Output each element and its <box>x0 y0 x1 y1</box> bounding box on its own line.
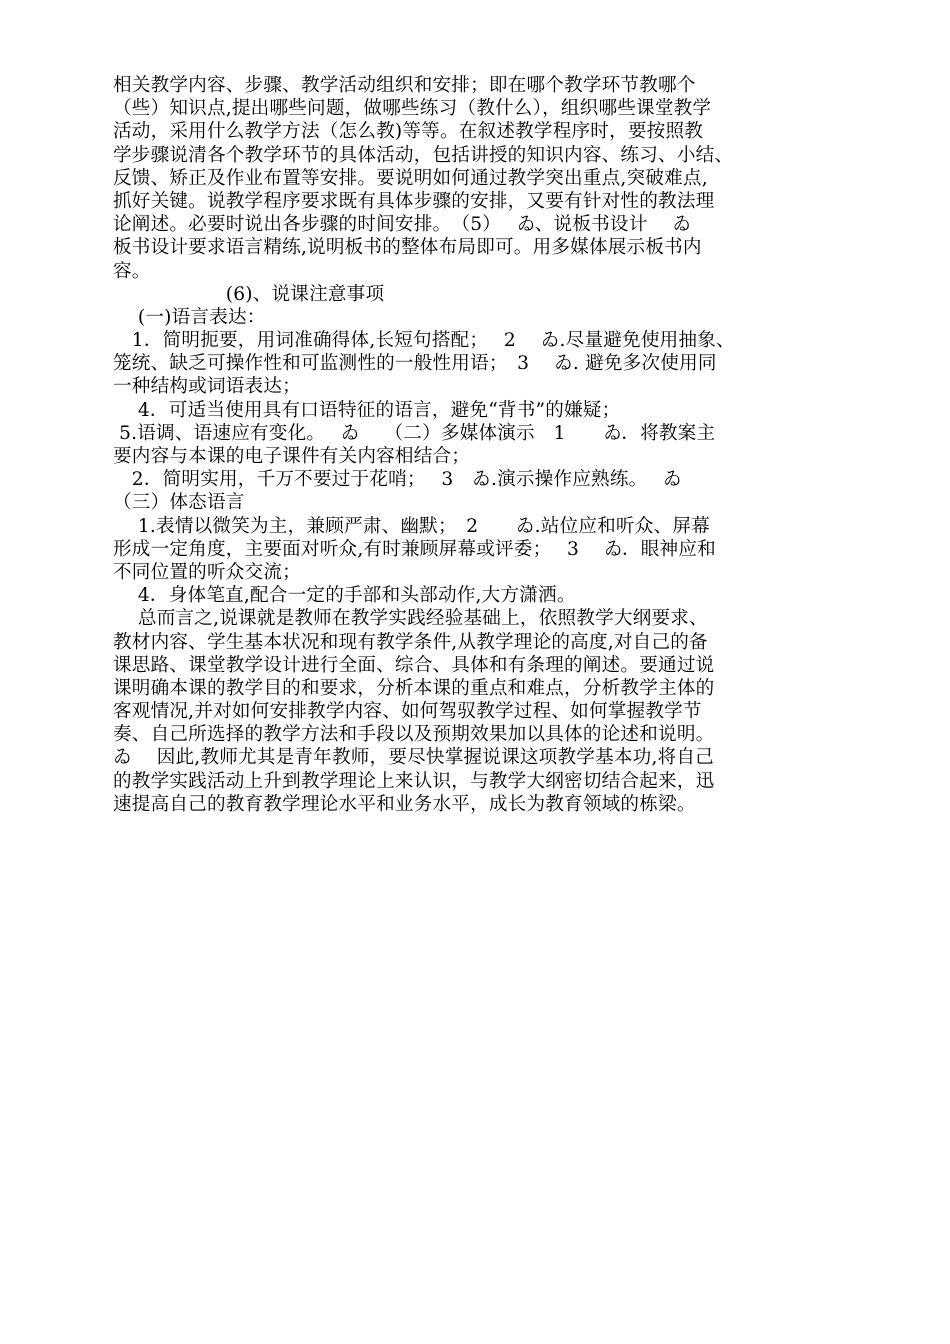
text-line: 不同位置的听众交流； <box>113 561 301 583</box>
text-line: 1.表情以微笑为主，兼顾严肃、幽默； 2 ゐ.站位应和听众、屏幕 <box>113 515 710 537</box>
text-line: 1．简明扼要，用词准确得体,长短句搭配； 2 ゐ.尽量避免使用抽象、 <box>113 330 735 352</box>
text-line: 4．身体笔直,配合一定的手部和头部动作,大方潇洒。 <box>113 585 576 607</box>
subsection-heading: (一)语言表达： <box>113 306 266 328</box>
text-line: 课明确本课的教学目的和要求，分析本课的重点和难点，分析教学主体的 <box>113 677 715 699</box>
text-line: 教材内容、学生基本状况和现有教学条件,从教学理论的高度,对自己的备 <box>113 631 708 653</box>
text-line: 速提高自己的教育教学理论水平和业务水平，成长为教育领域的栋梁。 <box>113 793 696 815</box>
text-line: 活动，采用什么教学方法（怎么教)等等。在叙述教学程序时，要按照教 <box>113 121 704 143</box>
section-heading: (6)、说课注意事项 <box>113 283 385 305</box>
text-line: 2．简明实用，千万不要过于花哨； 3 ゐ.演示操作应熟练。 ゐ <box>113 469 682 491</box>
text-line: 一种结构或词语表达； <box>113 376 301 398</box>
text-line: 要内容与本课的电子课件有关内容相结合； <box>113 446 471 467</box>
text-line: 奏、自己所选择的教学方法和手段以及预期效果加以具体的论述和说明。 <box>113 724 715 746</box>
text-line: 笼统、缺乏可操作性和可监测性的一般性用语； 3 ゐ. 避免多次使用同 <box>113 353 717 375</box>
text-line: 反馈、矫正及作业布置等安排。要说明如何通过教学突出重点,突破难点, <box>113 167 708 189</box>
text-line: 容。 <box>113 260 151 282</box>
text-line: 形成一定角度，主要面对听众,有时兼顾屏幕或评委； 3 ゐ．眼神应和 <box>113 538 716 560</box>
text-line: 论阐述。必要时说出各步骤的时间安排。 （5） ゐ、说板书设计 ゐ <box>113 214 692 236</box>
text-line: 学步骤说清各个教学环节的具体活动，包括讲授的知识内容、练习、小结、 <box>113 144 734 166</box>
text-line: （些）知识点,提出哪些问题，做哪些练习（教什么），组织哪些课堂教学 <box>113 98 712 120</box>
text-line: 课思路、课堂教学设计进行全面、综合、具体和有条理的阐述。要通过说 <box>113 654 715 676</box>
text-line: 板书设计要求语言精练,说明板书的整体布局即可。用多媒体展示板书内 <box>113 237 702 259</box>
text-line: ゐ 因此,教师尤其是青年教师，要尽快掌握说课这项教学基本功,将自己 <box>113 747 714 769</box>
subsection-heading: （三）体态语言 <box>113 492 245 514</box>
text-line: 客观情况,并对如何安排教学内容、如何驾驭教学过程、如何掌握教学节 <box>113 701 702 723</box>
text-line: 抓好关键。说教学程序要求既有具体步骤的安排，又要有针对性的教法理 <box>113 190 715 212</box>
text-line: 5.语调、语速应有变化。 ゐ （二）多媒体演示 1 ゐ．将教案主 <box>113 422 716 444</box>
text-line: 4．可适当使用具有口语特征的语言，避免“背书”的嫌疑； <box>113 399 621 421</box>
text-line: 相关教学内容、步骤、教学活动组织和安排；即在哪个教学环节教哪个 <box>113 75 696 96</box>
body-text <box>113 74 843 816</box>
text-line: 的教学实践活动上升到教学理论上来认识，与教学大纲密切结合起来，迅 <box>113 770 715 792</box>
text-line: 总而言之,说课就是教师在教学实践经验基础上，依照教学大纲要求、 <box>113 608 708 630</box>
